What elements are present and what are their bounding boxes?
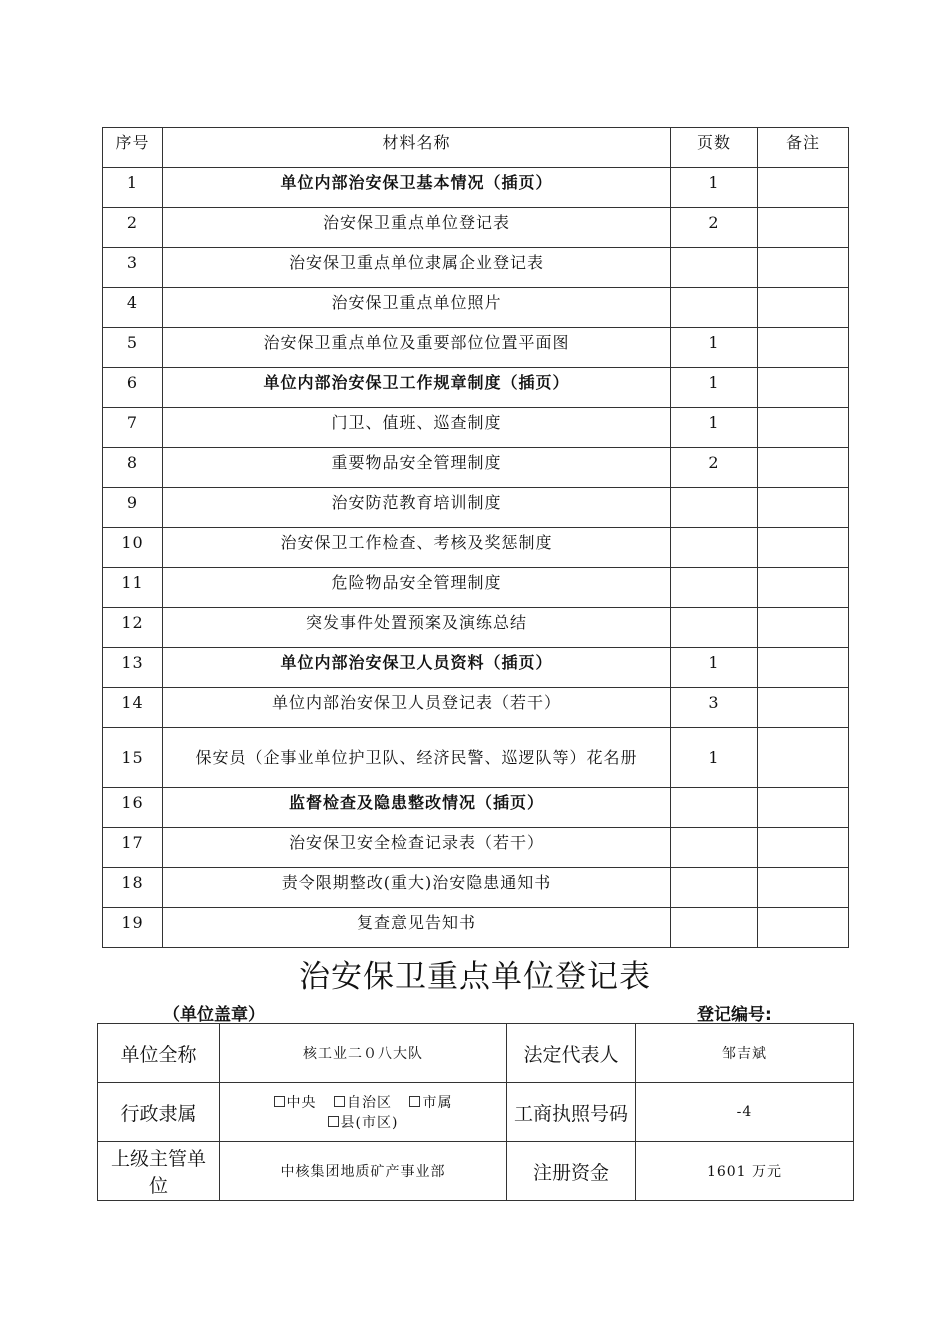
page-count: 1 <box>671 408 758 448</box>
table-row <box>103 868 849 908</box>
page-count <box>671 488 758 528</box>
checkbox-autonomous-region[interactable] <box>334 1092 392 1112</box>
checkbox-label: 市属 <box>422 1095 453 1111</box>
material-name: 治安保卫安全检查记录表（若干） <box>163 828 671 868</box>
material-name: 治安保卫重点单位照片 <box>163 288 671 328</box>
unit-name-label: 单位全称 <box>98 1024 220 1083</box>
page-count <box>671 568 758 608</box>
registration-number-label: 登记编号: <box>697 1005 772 1025</box>
table-row <box>103 208 849 248</box>
material-name: 治安保卫工作检查、考核及奖惩制度 <box>163 528 671 568</box>
row-number: 16 <box>103 788 163 828</box>
table-row <box>103 788 849 828</box>
form-row <box>98 1083 854 1142</box>
row-note <box>758 828 849 868</box>
material-name: 单位内部治安保卫人员资料（插页） <box>163 648 671 688</box>
checkbox-county[interactable] <box>328 1112 399 1132</box>
row-number: 7 <box>103 408 163 448</box>
material-name: 治安保卫重点单位隶属企业登记表 <box>163 248 671 288</box>
page-count <box>671 248 758 288</box>
page-count: 1 <box>671 648 758 688</box>
page-count: 1 <box>671 328 758 368</box>
business-license-value[interactable]: -4 <box>636 1083 854 1142</box>
admin-affiliation-options <box>220 1083 507 1142</box>
row-number: 17 <box>103 828 163 868</box>
row-number: 14 <box>103 688 163 728</box>
page-count <box>671 608 758 648</box>
row-note <box>758 448 849 488</box>
row-note <box>758 408 849 448</box>
checkbox-municipal[interactable] <box>409 1092 452 1112</box>
material-name: 治安防范教育培训制度 <box>163 488 671 528</box>
row-number: 9 <box>103 488 163 528</box>
table-row <box>103 828 849 868</box>
supervisor-unit-value[interactable]: 中核集团地质矿产事业部 <box>220 1142 507 1201</box>
registered-capital-value[interactable]: 1601 万元 <box>636 1142 854 1201</box>
page-count: 3 <box>671 688 758 728</box>
row-number: 6 <box>103 368 163 408</box>
material-name: 突发事件处置预案及演练总结 <box>163 608 671 648</box>
table-row <box>103 488 849 528</box>
table-row <box>103 908 849 948</box>
header-no: 序号 <box>103 128 163 168</box>
material-name: 保安员（企事业单位护卫队、经济民警、巡逻队等）花名册 <box>163 728 671 788</box>
material-name: 责令限期整改(重大)治安隐患通知书 <box>163 868 671 908</box>
row-number: 5 <box>103 328 163 368</box>
material-name: 危险物品安全管理制度 <box>163 568 671 608</box>
page-count: 1 <box>671 168 758 208</box>
form-title: 治安保卫重点单位登记表 <box>299 959 651 995</box>
checkbox-label: 中央 <box>286 1095 317 1111</box>
page-count: 1 <box>671 368 758 408</box>
row-note <box>758 328 849 368</box>
material-name: 监督检查及隐患整改情况（插页） <box>163 788 671 828</box>
row-note <box>758 168 849 208</box>
row-note <box>758 568 849 608</box>
row-number: 13 <box>103 648 163 688</box>
table-row <box>103 568 849 608</box>
page-count <box>671 828 758 868</box>
header-pages: 页数 <box>671 128 758 168</box>
row-number: 10 <box>103 528 163 568</box>
registration-form-table <box>97 1023 854 1201</box>
registered-capital-label: 注册资金 <box>507 1142 636 1201</box>
row-note <box>758 488 849 528</box>
row-note <box>758 288 849 328</box>
material-name: 重要物品安全管理制度 <box>163 448 671 488</box>
row-number: 4 <box>103 288 163 328</box>
table-row <box>103 368 849 408</box>
checkbox-label: 县(市区) <box>340 1115 399 1131</box>
legal-rep-label: 法定代表人 <box>507 1024 636 1083</box>
page-count <box>671 788 758 828</box>
row-note <box>758 528 849 568</box>
form-row <box>98 1024 854 1083</box>
page-count <box>671 528 758 568</box>
material-name: 门卫、值班、巡查制度 <box>163 408 671 448</box>
material-name: 复查意见告知书 <box>163 908 671 948</box>
header-name: 材料名称 <box>163 128 671 168</box>
legal-rep-value[interactable]: 邹吉斌 <box>636 1024 854 1083</box>
page-count <box>671 908 758 948</box>
table-row <box>103 688 849 728</box>
material-name: 单位内部治安保卫人员登记表（若干） <box>163 688 671 728</box>
materials-table <box>102 127 849 948</box>
row-note <box>758 368 849 408</box>
admin-affiliation-label: 行政隶属 <box>98 1083 220 1142</box>
material-name: 单位内部治安保卫基本情况（插页） <box>163 168 671 208</box>
material-name: 治安保卫重点单位登记表 <box>163 208 671 248</box>
checkbox-icon <box>328 1116 339 1127</box>
form-row <box>98 1142 854 1201</box>
business-license-label: 工商执照号码 <box>507 1083 636 1142</box>
table-row <box>103 288 849 328</box>
table-row <box>103 648 849 688</box>
row-number: 15 <box>103 728 163 788</box>
table-row <box>103 328 849 368</box>
row-number: 19 <box>103 908 163 948</box>
checkbox-label: 自治区 <box>347 1095 392 1111</box>
row-note <box>758 728 849 788</box>
header-note: 备注 <box>758 128 849 168</box>
row-number: 12 <box>103 608 163 648</box>
row-note <box>758 208 849 248</box>
table-row <box>103 248 849 288</box>
checkbox-icon <box>409 1096 420 1107</box>
page-count <box>671 868 758 908</box>
row-note <box>758 788 849 828</box>
row-number: 11 <box>103 568 163 608</box>
table-row <box>103 168 849 208</box>
page-count <box>671 288 758 328</box>
row-note <box>758 648 849 688</box>
table-header-row <box>103 128 849 168</box>
unit-name-value[interactable]: 核工业二０八大队 <box>220 1024 507 1083</box>
stamp-label: （单位盖章） <box>163 1005 265 1025</box>
page-count: 1 <box>671 728 758 788</box>
checkbox-central[interactable] <box>274 1092 317 1112</box>
row-note <box>758 908 849 948</box>
row-number: 18 <box>103 868 163 908</box>
table-row <box>103 608 849 648</box>
row-number: 1 <box>103 168 163 208</box>
checkbox-icon <box>274 1096 285 1107</box>
supervisor-unit-label: 上级主管单位 <box>98 1142 220 1201</box>
row-note <box>758 248 849 288</box>
page-count: 2 <box>671 448 758 488</box>
row-number: 2 <box>103 208 163 248</box>
row-note <box>758 608 849 648</box>
row-note <box>758 688 849 728</box>
row-number: 8 <box>103 448 163 488</box>
table-row <box>103 448 849 488</box>
table-row <box>103 408 849 448</box>
row-note <box>758 868 849 908</box>
table-row <box>103 728 849 788</box>
material-name: 治安保卫重点单位及重要部位位置平面图 <box>163 328 671 368</box>
material-name: 单位内部治安保卫工作规章制度（插页） <box>163 368 671 408</box>
table-row <box>103 528 849 568</box>
row-number: 3 <box>103 248 163 288</box>
checkbox-icon <box>334 1096 345 1107</box>
page-count: 2 <box>671 208 758 248</box>
